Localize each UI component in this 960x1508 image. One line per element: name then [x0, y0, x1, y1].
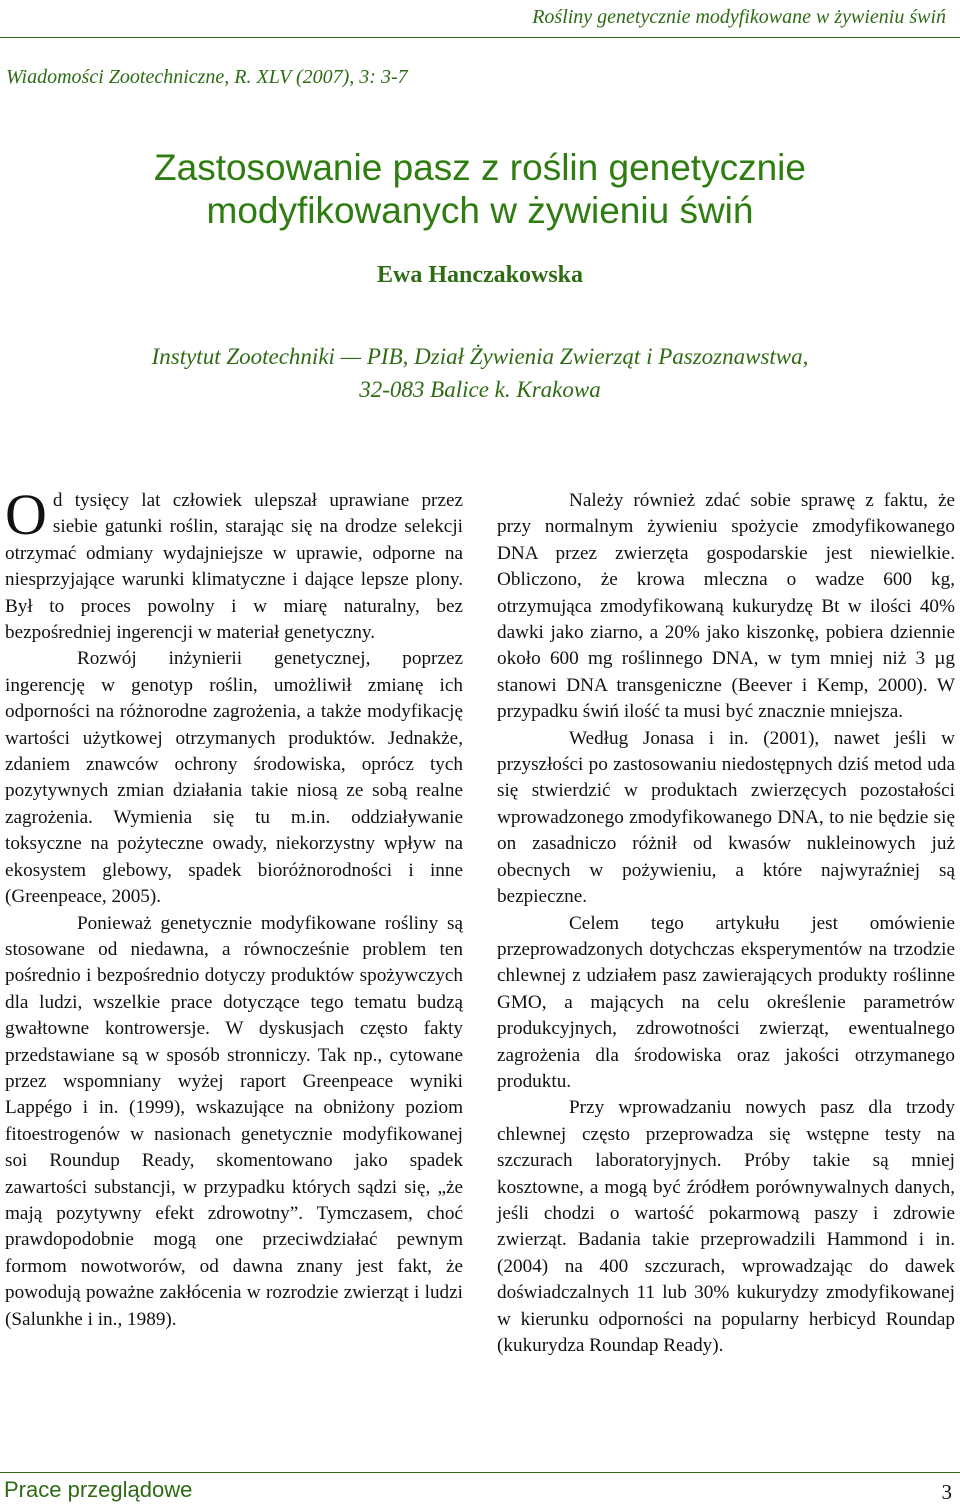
journal-reference: Wiadomości Zootechniczne, R. XLV (2007), 3: 3-7: [6, 66, 408, 88]
drop-cap: O: [5, 482, 47, 547]
paragraph-controversy: Ponieważ genetycznie modyfikowane rośliny są stosowane od niedawna, a równocześnie problem ten pośrednio i bezpośrednio dotyczy produktów spożywczych dla ludzi, wszelkie prace dotyczące tego tematu budzą gwałtowne kontrowersje. W dyskusjach często fakty przedstawiane są w sposób stronniczy. Tak np., cytowane przez wspomniany wyżej raport Greenpeace wyniki Lappégo i in. (1999), wskazujące na obniżony poziom fitoestrogenów w nasionach genetycznie modyfikowanej soi Roundup Ready, skomentowano jako spadek zawartości substancji, w przypadku których sądzi się, „że mają pozytywny efekt zdrowotny”. Tymczasem, choć prawdopodobnie mogą one przeciwdziałać pewnym formom nowotworów, od dawna znany jest fakt, że powodują poważne zakłócenia w rozrodzie zwierząt i ludzi (Salunkhe i in., 1989).: [5, 912, 463, 1330]
article-title-line-2: modyfikowanych w żywieniu świń: [206, 190, 754, 231]
paragraph-aim: Celem tego artykułu jest omówienie przeprowadzonych dotychczas eksperymentów na trzodzie chlewnej z udziałem pasz zawierających produkty roślinne GMO, a mających na celu określenie parametrów produkcyjnych, zdrowotności zwierząt, ewentualnego zagrożenia dla środowiska oraz jakości otrzymanego produktu.: [497, 912, 955, 1092]
paragraph-dna-intake: Należy również zdać sobie sprawę z faktu, że przy normalnym żywieniu spożycie zmodyfikowanego DNA przez zwierzęta gospodarskie jest niewielkie. Obliczono, że krowa mleczna o wadze 600 kg, otrzymująca zmodyfikowaną kukurydzę Bt w ilości 40% dawki jako ziarno, a 20% jako kiszonkę, pobiera dziennie około 600 mg roślinnego DNA, w tym mniej niż 3 µg stanowi DNA transgeniczne (Beever i Kemp, 2000). W przypadku świń ilość ta musi być znacznie mniejsza.: [497, 490, 955, 723]
article-title: [0, 146, 960, 232]
paragraph-jonas: Według Jonasa i in. (2001), nawet jeśli w przyszłości po zastosowaniu niedostępnych dziś metod uda się stwierdzić w produktach zwierzęcych pozostałości wprowadzonego zmodyfikowanego DNA, to nie będzie się on zasadniczo różnił od kwasów nukleinowych już obecnych w pożywieniu, a które najwyraźniej są bezpieczne.: [497, 727, 955, 908]
paragraph-genetic-engineering: Rozwój inżynierii genetycznej, poprzez ingerencję w genotyp roślin, umożliwił zmianę ich odporności na różnorodne zagrożenia, a także modyfikację wartości użytkowej otrzymanych produktów. Jednakże, zdaniem znawców ochrony środowiska, oprócz tych pozytywnych zmian działania takie niosą ze sobą realne zagrożenia. Wymienia się tu m.in. oddziaływanie toksyczne na pożyteczne owady, niekorzystny wpływ na ekosystem glebowy, spadek bioróżnorodności i inne (Greenpeace, 2005).: [5, 648, 463, 908]
footer-divider: [0, 1472, 960, 1473]
right-column: [497, 488, 955, 1359]
affiliation: [0, 340, 960, 406]
article-title-line-1: Zastosowanie pasz z roślin genetycznie: [154, 147, 806, 188]
paragraph-intro-text: d tysięcy lat człowiek ulepszał uprawiane przez siebie gatunki roślin, starając się na drodze selekcji otrzymać odmiany wydajniejsze w uprawie, odporne na niesprzyjające warunki klimatyczne i dające lepsze plony. Był to proces powolny i w miarę naturalny, bez bezpośredniej ingerencji w materiał genetyczny.: [5, 490, 463, 644]
running-header: Rośliny genetycznie modyfikowane w żywieniu świń: [532, 6, 946, 28]
section-label: Prace przeglądowe: [4, 1477, 193, 1502]
affiliation-line-1: Instytut Zootechniki — PIB, Dział Żywienia Zwierząt i Paszoznawstwa,: [151, 344, 809, 369]
page-number: 3: [941, 1480, 952, 1504]
paragraph-rat-trials: Przy wprowadzaniu nowych pasz dla trzody chlewnej często przeprowadza się wstępne testy na szczurach laboratoryjnych. Próby takie są mniej kosztowne, a mogą być źródłem porównywalnych danych, jeśli chodzi o wartość pokarmową paszy i zdrowie zwierząt. Badania takie przeprowadzili Hammond i in. (2004) na 400 szczurach, wprowadzając do dawek doświadczalnych 11 lub 30% kukurydzy zmodyfikowanej w kierunku odporności na popularny herbicyd Roundap (kukurydza Roundap Ready).: [497, 1097, 955, 1356]
author-name: Ewa Hanczakowska: [376, 262, 584, 288]
left-column: [5, 482, 463, 1333]
paragraph-intro: [5, 482, 463, 646]
affiliation-line-2: 32-083 Balice k. Krakowa: [359, 377, 601, 402]
header-divider: [0, 37, 960, 38]
